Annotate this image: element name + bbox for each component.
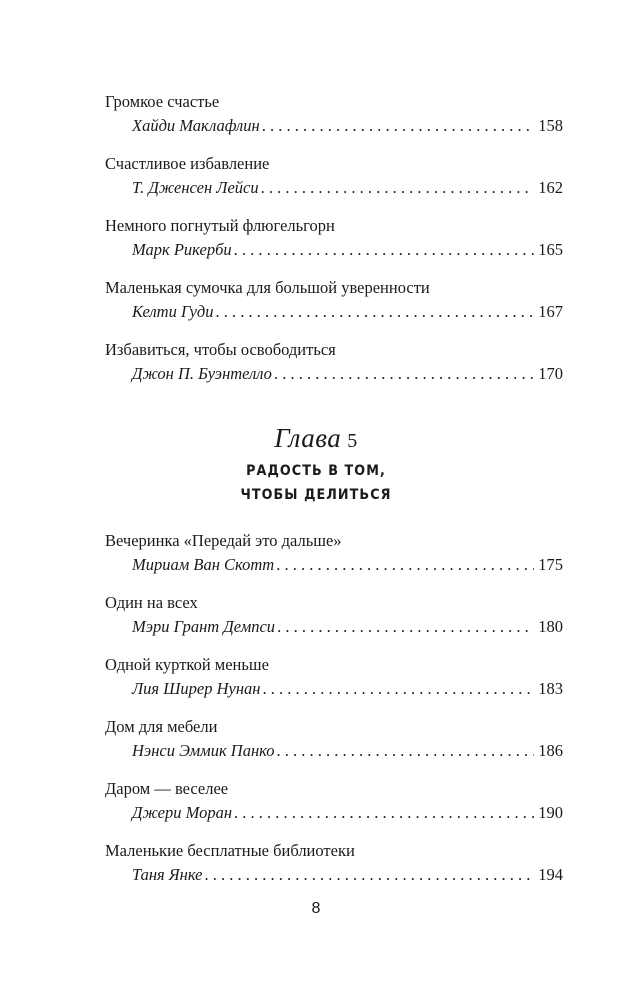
entry-author-line bbox=[132, 865, 563, 885]
chapter-heading bbox=[0, 422, 632, 457]
entry-author: Т. Дженсен Лейси bbox=[132, 178, 259, 197]
entry-title: Избавиться, чтобы освободиться bbox=[105, 340, 336, 359]
toc-entry bbox=[105, 717, 563, 761]
entry-page-number: 175 bbox=[538, 555, 563, 574]
entry-title: Маленькие бесплатные библиотеки bbox=[105, 841, 355, 860]
entry-author: Джери Моран bbox=[132, 803, 233, 822]
entry-title: Дом для мебели bbox=[105, 717, 218, 736]
entry-title: Вечеринка «Передай это дальше» bbox=[105, 531, 342, 550]
entry-author: Мириам Ван Скотт bbox=[132, 555, 275, 574]
toc-entry bbox=[105, 340, 563, 384]
entry-author-line bbox=[132, 617, 563, 637]
toc-entry bbox=[105, 655, 563, 699]
dot-leader bbox=[234, 240, 535, 260]
dot-leader bbox=[262, 116, 535, 136]
entry-page-number: 183 bbox=[538, 679, 563, 698]
entry-author: Мэри Грант Демпси bbox=[132, 617, 276, 636]
entry-author: Нэнси Эммик Панко bbox=[132, 741, 275, 760]
entry-title: Счастливое избавление bbox=[105, 154, 270, 173]
chapter-number: 5 bbox=[347, 430, 358, 452]
chapter-title-line-1: РАДОСТЬ В ТОМ, bbox=[246, 463, 386, 479]
dot-leader bbox=[234, 803, 534, 823]
dot-leader bbox=[277, 617, 534, 637]
entry-author-line bbox=[132, 679, 563, 699]
dot-leader bbox=[276, 555, 534, 575]
toc-entry bbox=[105, 154, 563, 198]
chapter-title-line-2: ЧТОБЫ ДЕЛИТЬСЯ bbox=[240, 487, 392, 503]
entry-author: Джон П. Буэнтелло bbox=[132, 364, 272, 383]
dot-leader bbox=[216, 302, 535, 322]
entry-page-number: 167 bbox=[538, 302, 563, 321]
entry-author-line bbox=[132, 302, 563, 322]
entry-page-number: 190 bbox=[538, 803, 563, 822]
entry-title: Немного погнутый флюгельгорн bbox=[105, 216, 335, 235]
entry-title: Маленькая сумочка для большой уверенности bbox=[105, 278, 430, 297]
entry-page-number: 194 bbox=[538, 865, 563, 884]
entry-author: Келти Гуди bbox=[132, 302, 214, 321]
entry-title: Даром — веселее bbox=[105, 779, 229, 798]
dot-leader bbox=[261, 178, 535, 198]
dot-leader bbox=[277, 741, 535, 761]
entry-author-line bbox=[132, 116, 563, 136]
dot-leader bbox=[274, 364, 534, 384]
toc-entry bbox=[105, 278, 563, 322]
entry-author: Марк Рикерби bbox=[132, 240, 232, 259]
dot-leader bbox=[204, 865, 534, 885]
entry-author-line bbox=[132, 240, 563, 260]
toc-entry bbox=[105, 216, 563, 260]
entry-page-number: 170 bbox=[538, 364, 563, 383]
page-number: 8 bbox=[311, 900, 321, 917]
entry-title: Один на всех bbox=[105, 593, 198, 612]
toc-entry bbox=[105, 841, 563, 885]
entry-page-number: 162 bbox=[538, 178, 563, 197]
entry-author-line bbox=[132, 741, 563, 761]
toc-entry bbox=[105, 593, 563, 637]
entry-author-line bbox=[132, 178, 563, 198]
toc-entry bbox=[105, 531, 563, 575]
dot-leader bbox=[263, 679, 535, 699]
entry-page-number: 165 bbox=[538, 240, 563, 259]
toc-entry bbox=[105, 92, 563, 136]
entry-author-line bbox=[132, 555, 563, 575]
entry-title: Громкое счастье bbox=[105, 92, 220, 111]
entry-author: Таня Янке bbox=[132, 865, 203, 884]
entry-author-line bbox=[132, 364, 563, 384]
entry-page-number: 158 bbox=[538, 116, 563, 135]
toc-entry bbox=[105, 779, 563, 823]
entry-author: Лия Ширер Нунан bbox=[132, 679, 261, 698]
chapter-label: Глава bbox=[274, 423, 342, 453]
entry-page-number: 186 bbox=[538, 741, 563, 760]
entry-page-number: 180 bbox=[538, 617, 563, 636]
entry-author-line bbox=[132, 803, 563, 823]
entry-title: Одной курткой меньше bbox=[105, 655, 269, 674]
entry-author: Хайди Маклафлин bbox=[132, 116, 260, 135]
